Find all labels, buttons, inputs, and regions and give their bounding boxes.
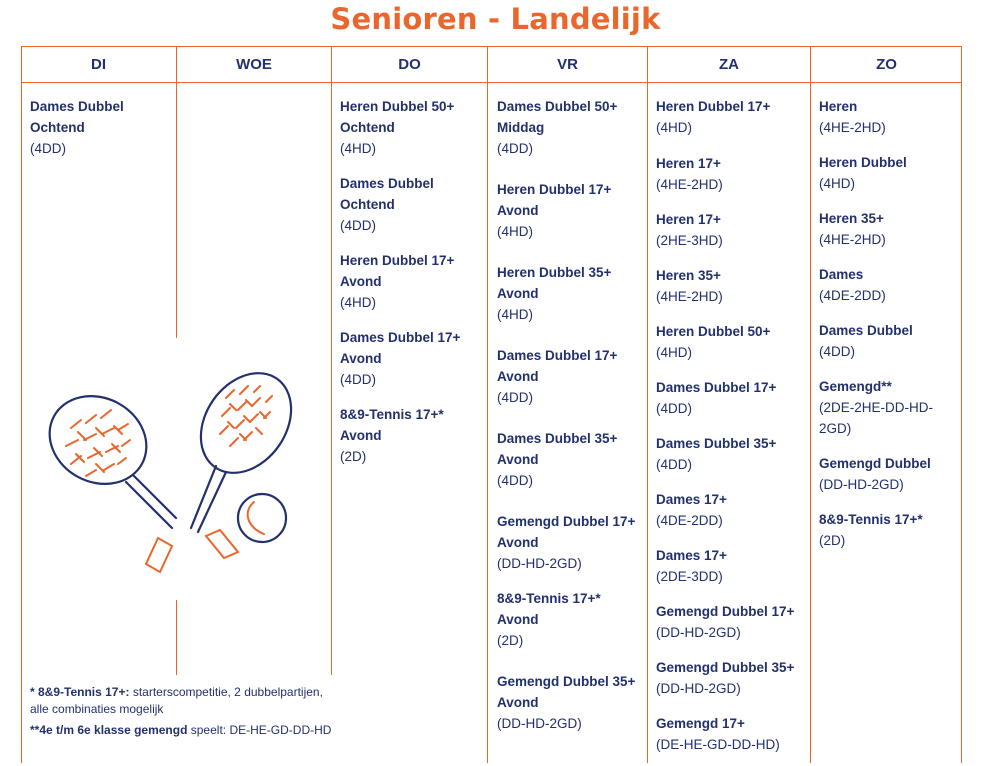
competition-name: 8&9-Tennis 17+* bbox=[497, 591, 601, 606]
competition-name: Heren 17+ bbox=[656, 156, 721, 171]
competition-code: (4HD) bbox=[340, 141, 376, 156]
footnotes bbox=[30, 684, 340, 739]
footnote-2 bbox=[30, 722, 340, 739]
competition-code: (2D) bbox=[340, 449, 367, 464]
header-di: DI bbox=[91, 56, 106, 73]
column-divider bbox=[487, 46, 488, 763]
competition-name: Dames Dubbel bbox=[340, 176, 434, 191]
list-item bbox=[656, 433, 794, 475]
list-item bbox=[340, 250, 460, 313]
competition-code: (2HE-3HD) bbox=[656, 233, 723, 248]
footnote-1 bbox=[30, 684, 340, 701]
list-item bbox=[656, 153, 794, 195]
competition-code: (4HE-2HD) bbox=[656, 289, 723, 304]
competition-name: 8&9-Tennis 17+* bbox=[819, 512, 923, 527]
competition-code: (DD-HD-2GD) bbox=[819, 477, 904, 492]
competition-name: Dames Dubbel 17+ bbox=[497, 348, 618, 363]
competition-code: (4HD) bbox=[497, 307, 533, 322]
competition-time: Middag bbox=[497, 120, 545, 135]
list-item bbox=[497, 671, 635, 734]
footnote-1-text: starterscompetitie, 2 dubbelpartijen, bbox=[129, 685, 323, 699]
competition-name: Heren 35+ bbox=[656, 268, 721, 283]
footnote-2-text: speelt: DE-HE-GD-DD-HD bbox=[187, 723, 332, 737]
list-item bbox=[819, 152, 933, 194]
header-za: ZA bbox=[719, 56, 739, 73]
competition-time: Avond bbox=[497, 535, 539, 550]
competition-time: Avond bbox=[340, 274, 382, 289]
list-item bbox=[656, 377, 794, 419]
competition-code: (4DD) bbox=[656, 401, 692, 416]
list-item bbox=[340, 404, 460, 467]
competition-name: Gemengd Dubbel 17+ bbox=[497, 514, 636, 529]
competition-name: Dames Dubbel 50+ bbox=[497, 99, 618, 114]
header-vr: VR bbox=[557, 56, 578, 73]
competition-name: Heren Dubbel 17+ bbox=[656, 99, 771, 114]
competition-name: Gemengd Dubbel bbox=[819, 456, 931, 471]
competition-code: (4HE-2HD) bbox=[819, 232, 886, 247]
competition-code: (2DE-3DD) bbox=[656, 569, 723, 584]
competition-name: Dames 17+ bbox=[656, 492, 727, 507]
competition-name: 8&9-Tennis 17+* bbox=[340, 407, 444, 422]
list-item bbox=[497, 96, 635, 159]
competition-name: Heren Dubbel 17+ bbox=[340, 253, 455, 268]
list-item bbox=[497, 428, 635, 491]
competition-name: Dames 17+ bbox=[656, 548, 727, 563]
list-item bbox=[497, 262, 635, 325]
competition-name: Gemengd** bbox=[819, 379, 892, 394]
competition-code: (4DD) bbox=[497, 141, 533, 156]
competition-name: Heren Dubbel bbox=[819, 155, 907, 170]
competition-code: (4DD) bbox=[497, 473, 533, 488]
column-zo bbox=[819, 96, 933, 551]
list-item bbox=[819, 509, 933, 551]
list-item bbox=[819, 96, 933, 138]
competition-name: Dames Dubbel 35+ bbox=[656, 436, 777, 451]
competition-code: (DE-HE-GD-DD-HD) bbox=[656, 737, 780, 752]
competition-code: (DD-HD-2GD) bbox=[656, 681, 741, 696]
competition-name: Heren 17+ bbox=[656, 212, 721, 227]
competition-name: Dames bbox=[819, 267, 864, 282]
list-item bbox=[656, 545, 794, 587]
competition-name: Gemengd Dubbel 35+ bbox=[656, 660, 795, 675]
page-title: Senioren - Landelijk bbox=[330, 2, 661, 36]
list-item bbox=[340, 327, 460, 390]
list-item bbox=[819, 376, 933, 439]
footnote-1-line2: alle combinaties mogelijk bbox=[30, 702, 164, 716]
list-item bbox=[497, 179, 635, 242]
competition-code: (2D) bbox=[497, 633, 524, 648]
competition-name: Gemengd 17+ bbox=[656, 716, 745, 731]
competition-time: Avond bbox=[497, 452, 539, 467]
list-item bbox=[30, 96, 124, 159]
competition-code: (4HD) bbox=[497, 224, 533, 239]
list-item bbox=[656, 321, 794, 363]
competition-code: (4HD) bbox=[656, 345, 692, 360]
competition-name: Dames Dubbel 17+ bbox=[340, 330, 461, 345]
competition-time: Avond bbox=[497, 612, 539, 627]
column-divider bbox=[810, 46, 811, 763]
competition-code: (4DE-2DD) bbox=[819, 288, 886, 303]
column-divider bbox=[176, 600, 177, 675]
header-divider bbox=[21, 82, 962, 83]
competition-code: (4DD) bbox=[656, 457, 692, 472]
competition-code: (4HD) bbox=[340, 295, 376, 310]
column-divider bbox=[331, 46, 332, 675]
list-item bbox=[340, 96, 460, 159]
column-di bbox=[30, 96, 124, 159]
tennis-rackets-icon bbox=[26, 368, 296, 588]
competition-code: (4HD) bbox=[656, 120, 692, 135]
competition-code: (4DD) bbox=[30, 141, 66, 156]
competition-code: (4DD) bbox=[819, 344, 855, 359]
competition-time: Avond bbox=[340, 428, 382, 443]
competition-code: (2D) bbox=[819, 533, 846, 548]
competition-time: Avond bbox=[497, 286, 539, 301]
competition-name: Dames Dubbel 17+ bbox=[656, 380, 777, 395]
competition-name: Heren bbox=[819, 99, 858, 114]
competition-name: Heren Dubbel 35+ bbox=[497, 265, 612, 280]
competition-name: Dames Dubbel bbox=[819, 323, 913, 338]
list-item bbox=[497, 588, 635, 651]
competition-time: Avond bbox=[497, 695, 539, 710]
competition-code: (4DD) bbox=[340, 372, 376, 387]
footnote-1-label: * 8&9-Tennis 17+: bbox=[30, 685, 130, 699]
competition-code: (4HE-2HD) bbox=[819, 120, 886, 135]
competition-code: (DD-HD-2GD) bbox=[497, 716, 582, 731]
column-za bbox=[656, 96, 794, 755]
list-item bbox=[656, 601, 794, 643]
list-item bbox=[656, 713, 794, 755]
column-divider bbox=[647, 46, 648, 763]
competition-code: (4DD) bbox=[340, 218, 376, 233]
competition-name: Gemengd Dubbel 17+ bbox=[656, 604, 795, 619]
list-item bbox=[819, 453, 933, 495]
list-item bbox=[497, 511, 635, 574]
competition-code: (DD-HD-2GD) bbox=[497, 556, 582, 571]
list-item bbox=[819, 208, 933, 250]
list-item bbox=[656, 265, 794, 307]
list-item bbox=[819, 320, 933, 362]
competition-code: 2GD) bbox=[819, 421, 852, 436]
competition-name: Gemengd Dubbel 35+ bbox=[497, 674, 636, 689]
competition-time: Ochtend bbox=[30, 120, 85, 135]
competition-code: (4HD) bbox=[819, 176, 855, 191]
column-vr bbox=[497, 96, 635, 734]
list-item bbox=[819, 264, 933, 306]
list-item bbox=[656, 657, 794, 699]
column-divider bbox=[176, 46, 177, 338]
competition-name: Heren Dubbel 17+ bbox=[497, 182, 612, 197]
competition-name: Heren Dubbel 50+ bbox=[656, 324, 771, 339]
competition-name: Heren 35+ bbox=[819, 211, 884, 226]
list-item bbox=[656, 489, 794, 531]
competition-code: (4DE-2DD) bbox=[656, 513, 723, 528]
competition-time: Ochtend bbox=[340, 120, 395, 135]
header-woe: WOE bbox=[236, 56, 272, 73]
competition-code: (2DE-2HE-DD-HD- bbox=[819, 400, 933, 415]
competition-name: Heren Dubbel 50+ bbox=[340, 99, 455, 114]
header-zo: ZO bbox=[876, 56, 897, 73]
footnote-2-label: **4e t/m 6e klasse gemengd bbox=[30, 723, 188, 737]
competition-time: Avond bbox=[340, 351, 382, 366]
competition-time: Avond bbox=[497, 369, 539, 384]
column-do bbox=[340, 96, 460, 467]
competition-name: Dames Dubbel bbox=[30, 99, 124, 114]
competition-time: Avond bbox=[497, 203, 539, 218]
competition-code: (4DD) bbox=[497, 390, 533, 405]
list-item bbox=[656, 209, 794, 251]
list-item bbox=[656, 96, 794, 138]
header-do: DO bbox=[398, 56, 421, 73]
competition-code: (DD-HD-2GD) bbox=[656, 625, 741, 640]
competition-name: Dames Dubbel 35+ bbox=[497, 431, 618, 446]
list-item bbox=[497, 345, 635, 408]
competition-code: (4HE-2HD) bbox=[656, 177, 723, 192]
competition-time: Ochtend bbox=[340, 197, 395, 212]
list-item bbox=[340, 173, 460, 236]
